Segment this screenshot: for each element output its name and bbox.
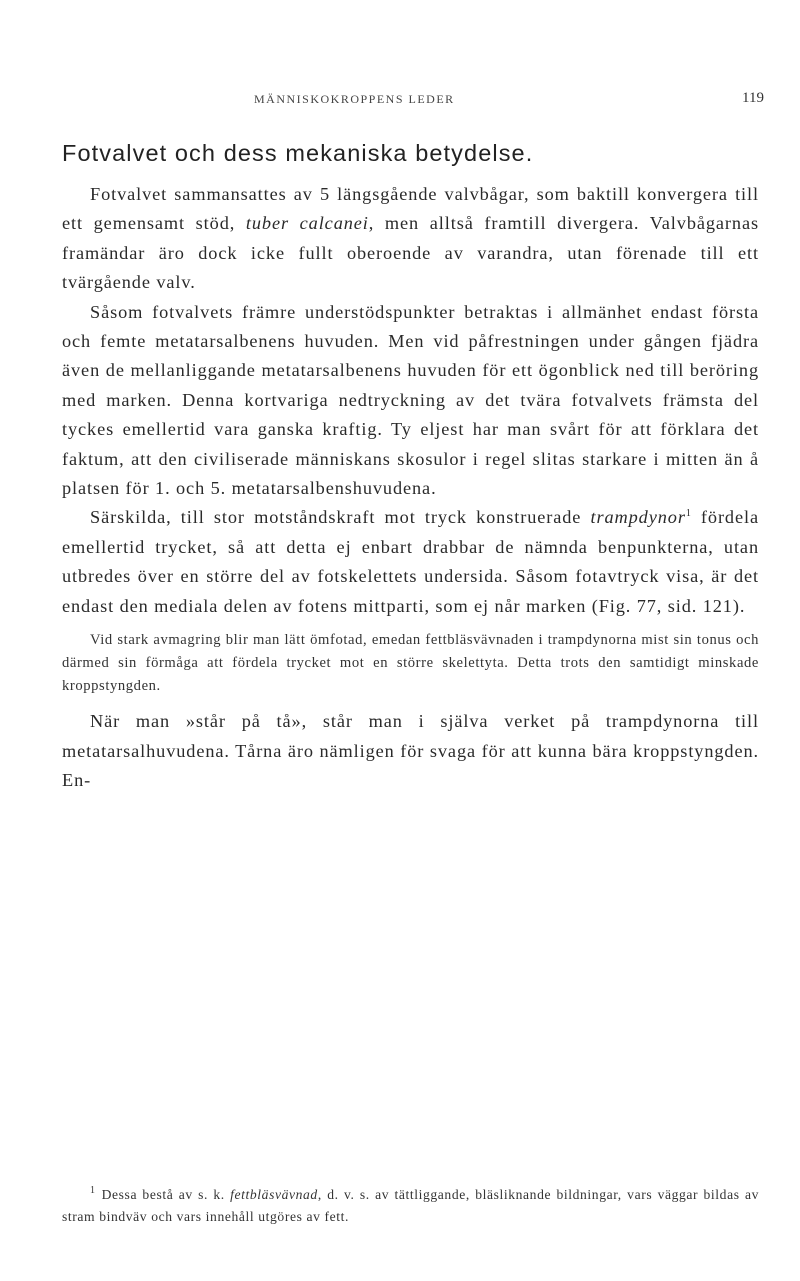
footnote — [62, 1184, 759, 1229]
term-fettblasvavnad: fettbläsvävnad — [230, 1187, 318, 1202]
paragraph-sta-pa-ta: När man »står på tå», står man i själva verket på trampdynorna till metatarsalhuvudena. Tårna äro nämligen för svaga för att kunna bära kroppstyngden. En- — [62, 711, 759, 791]
paragraph-fotvalvet — [62, 180, 759, 298]
paragraph-understod: Såsom fotvalvets främre understödspunkter betraktas i allmänhet endast första och femte metatarsalbenens huvuden. Men vid påfrestningen under gången fjädra även de mellanliggande metatarsalbenens huvuden för ett ögonblick ned till beröring med marken. Denna kortvariga nedtryckning av det tvära fotvalvets främsta del tyckes emellertid vara ganska kraftig. Ty eljest har man svårt för att förklara det faktum, att den civiliserade människans skosulor i regel slitas starkare i mitten än å platsen för 1. och 5. metatarsalbenshuvudena. — [62, 301, 759, 499]
term-tuber-calcanei: tuber calcanei — [245, 213, 369, 234]
paragraph-text: Särskilda, till stor motståndskraft mot tryck konstruerade — [90, 507, 591, 528]
small-print-note: Vid stark avmagring blir man lätt ömfotad, emedan fettbläsvävnaden i trampdynorna mist sin tonus och därmed sin förmåga att fördela trycket mot en större skelettyta. Detta trots den samtidigt minskade kroppstyngden. — [62, 632, 759, 694]
footnote-mark: 1 — [90, 1185, 96, 1197]
paragraph-text: fördela emellertid trycket, så att detta ej enbart drabbar de nämnda benpunkterna, utan utbredes över en större del av fotskelettets undersida. Såsom fotavtryck visa, är det endast den mediala delen av fotens mittparti, som ej når marken (Fig. 77, sid. 121). — [62, 507, 759, 616]
footnote-reference: 1 — [685, 508, 692, 520]
footnote-text: Dessa bestå av s. k. — [101, 1187, 231, 1202]
term-trampdynor: trampdynor — [590, 507, 686, 528]
paragraph-text: , men alltså framtill divergera. Valvbågarnas framändar äro dock icke fullt oberoende av varandra, utan förenade till ett tvärgående valv. — [62, 213, 759, 293]
page-number: 119 — [742, 90, 764, 106]
running-head — [0, 92, 800, 112]
running-title: MÄNNISKOKROPPENS LEDER — [254, 92, 455, 106]
paragraph-text: Fotvalvet sammansattes av 5 längsgående valvbågar, som baktill konvergera till ett gemensamt stöd, — [62, 184, 759, 234]
section-heading: Fotvalvet och dess mekaniska betydelse. — [62, 140, 534, 166]
footnotes — [62, 1184, 759, 1229]
main-text — [62, 140, 759, 796]
paragraph-trampdynor — [62, 503, 759, 621]
footnote-text: , d. v. s. av tättliggande, bläsliknande bildningar, vars väggar bildas av stram bindväv och vars innehåll utgöres av fett. — [62, 1187, 759, 1225]
